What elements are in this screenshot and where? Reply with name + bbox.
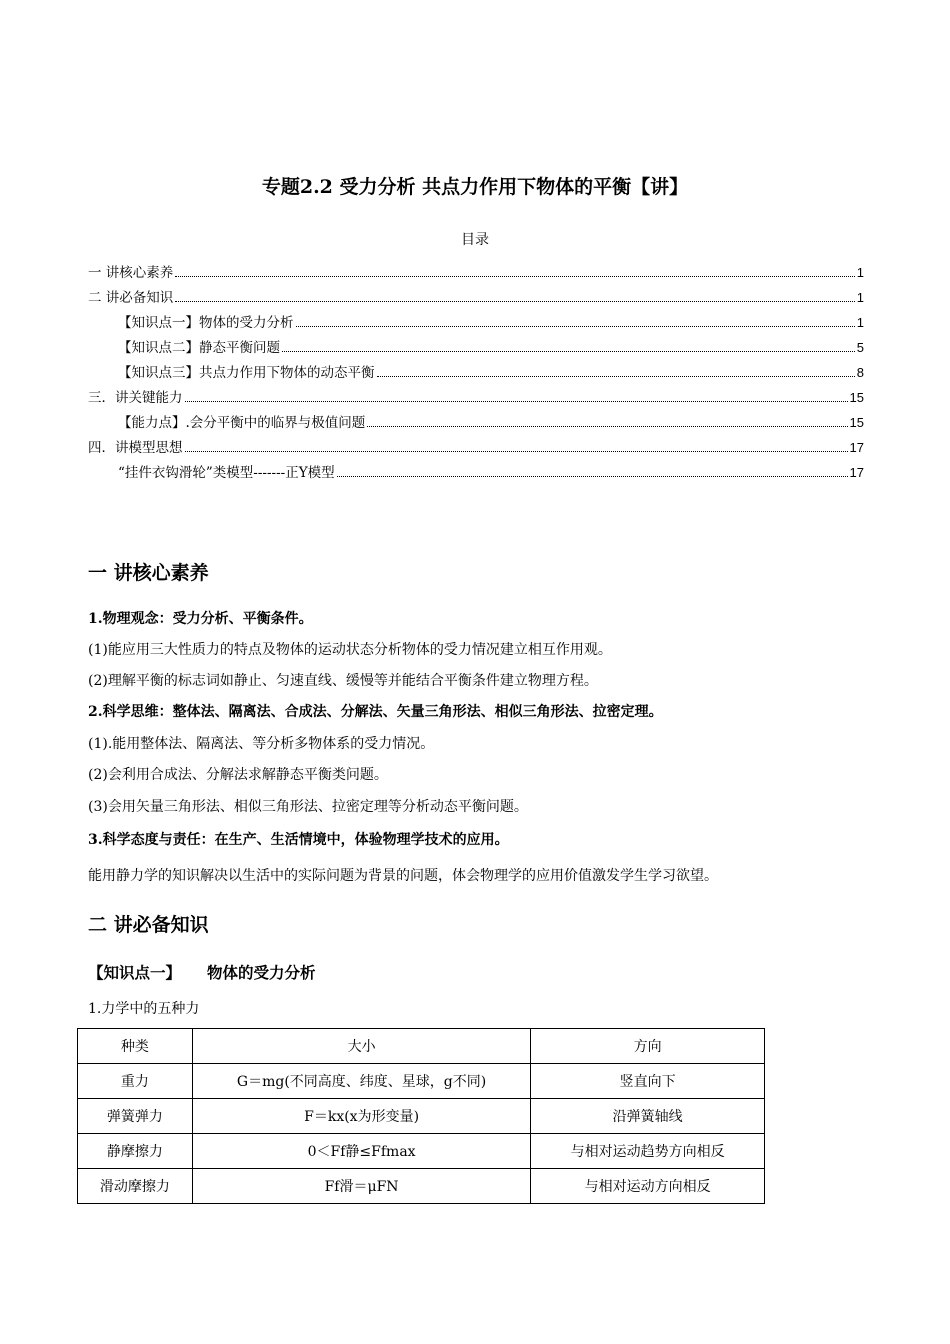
section-heading-core-literacy: 一 讲核心素养 — [88, 562, 209, 584]
toc-entry[interactable] — [88, 411, 864, 436]
table-cell: 弹簧弹力 — [78, 1099, 193, 1134]
toc-entry-page: 1 — [856, 290, 864, 305]
toc-entry[interactable] — [88, 336, 864, 361]
table-of-contents — [88, 261, 864, 486]
toc-entry-label: 【知识点一】物体的受力分析 — [118, 315, 294, 331]
toc-entry[interactable] — [88, 461, 864, 486]
header-cell: 大小 — [192, 1029, 531, 1064]
document-title: 专题2.2 受力分析 共点力作用下物体的平衡【讲】 — [261, 176, 689, 198]
paragraph: (3)会用矢量三角形法、相似三角形法、拉密定理等分析动态平衡问题。 — [88, 799, 528, 815]
toc-leader — [175, 301, 854, 302]
paragraph: (1).能用整体法、隔离法、等分析多物体系的受力情况。 — [88, 736, 435, 752]
table-cell: 0＜Ff静≤Ffmax — [192, 1134, 531, 1169]
toc-entry-page: 15 — [849, 390, 864, 405]
toc-leader — [175, 276, 854, 277]
toc-entry-label: “挂件衣钩滑轮”类模型-------正Y模型 — [118, 465, 335, 481]
paragraph: 1.物理观念：受力分析、平衡条件。 — [88, 611, 313, 627]
toc-leader — [377, 376, 855, 377]
toc-leader — [185, 401, 848, 402]
table-row — [78, 1099, 765, 1134]
toc-entry-label: 四．讲模型思想 — [88, 440, 183, 456]
paragraph: (2)理解平衡的标志词如静止、匀速直线、缓慢等并能结合平衡条件建立物理方程。 — [88, 673, 598, 689]
toc-entry[interactable] — [88, 361, 864, 386]
toc-entry-page: 5 — [856, 340, 864, 355]
toc-entry-page: 17 — [849, 440, 864, 455]
toc-entry[interactable] — [88, 311, 864, 336]
toc-entry-page: 1 — [856, 315, 864, 330]
toc-entry[interactable] — [88, 436, 864, 461]
table-header-row — [78, 1029, 765, 1064]
table-row — [78, 1134, 765, 1169]
toc-entry[interactable] — [88, 261, 864, 286]
toc-entry[interactable] — [88, 386, 864, 411]
table-cell: 沿弹簧轴线 — [531, 1099, 765, 1134]
toc-entry-label: 一 讲核心素养 — [88, 265, 174, 281]
toc-entry-label: 三．讲关键能力 — [88, 390, 183, 406]
table-cell: 滑动摩擦力 — [78, 1169, 193, 1204]
toc-entry-label: 【知识点二】静态平衡问题 — [118, 340, 280, 356]
toc-entry[interactable] — [88, 286, 864, 311]
toc-entry-label: 【能力点】.会分平衡中的临界与极值问题 — [118, 415, 366, 431]
toc-leader — [296, 326, 855, 327]
table-cell: G＝mg(不同高度、纬度、星球，g不同) — [192, 1064, 531, 1099]
knowledge-point-tag: 【知识点一】 — [88, 963, 182, 982]
table-cell: Ff滑＝μFN — [192, 1169, 531, 1204]
table-row — [78, 1064, 765, 1099]
toc-heading: 目录 — [461, 232, 489, 248]
header-cell: 方向 — [531, 1029, 765, 1064]
section-heading-essential-knowledge: 二 讲必备知识 — [88, 914, 209, 936]
paragraph: (2)会利用合成法、分解法求解静态平衡类问题。 — [88, 767, 388, 783]
header-cell: 种类 — [78, 1029, 193, 1064]
paragraph: 能用静力学的知识解决以生活中的实际问题为背景的问题，体会物理学的应用价值激发学生学习欲望。 — [88, 868, 718, 884]
toc-entry-page: 17 — [849, 465, 864, 480]
table-cell: 竖直向下 — [531, 1064, 765, 1099]
paragraph: 2.科学思维：整体法、隔离法、合成法、分解法、矢量三角形法、相似三角形法、拉密定理。 — [88, 704, 663, 720]
table-row — [78, 1169, 765, 1204]
table-cell: 静摩擦力 — [78, 1134, 193, 1169]
five-forces-table — [77, 1028, 765, 1204]
table-cell: 与相对运动方向相反 — [531, 1169, 765, 1204]
knowledge-point-title: 物体的受力分析 — [207, 963, 316, 982]
table-cell: 与相对运动趋势方向相反 — [531, 1134, 765, 1169]
toc-leader — [282, 351, 855, 352]
table-cell: 重力 — [78, 1064, 193, 1099]
toc-entry-label: 【知识点三】共点力作用下物体的动态平衡 — [118, 365, 375, 381]
paragraph: 3.科学态度与责任：在生产、生活情境中，体验物理学技术的应用。 — [88, 832, 509, 848]
knowledge-point-heading — [88, 961, 316, 983]
toc-entry-page: 1 — [856, 265, 864, 280]
toc-leader — [367, 426, 847, 427]
paragraph: (1)能应用三大性质力的特点及物体的运动状态分析物体的受力情况建立相互作用观。 — [88, 642, 612, 658]
table-cell: F＝kx(x为形变量) — [192, 1099, 531, 1134]
toc-entry-label: 二 讲必备知识 — [88, 290, 174, 306]
toc-leader — [185, 451, 848, 452]
toc-entry-page: 8 — [856, 365, 864, 380]
toc-leader — [337, 476, 848, 477]
toc-entry-page: 15 — [849, 415, 864, 430]
subheading: 1.力学中的五种力 — [88, 1001, 200, 1017]
